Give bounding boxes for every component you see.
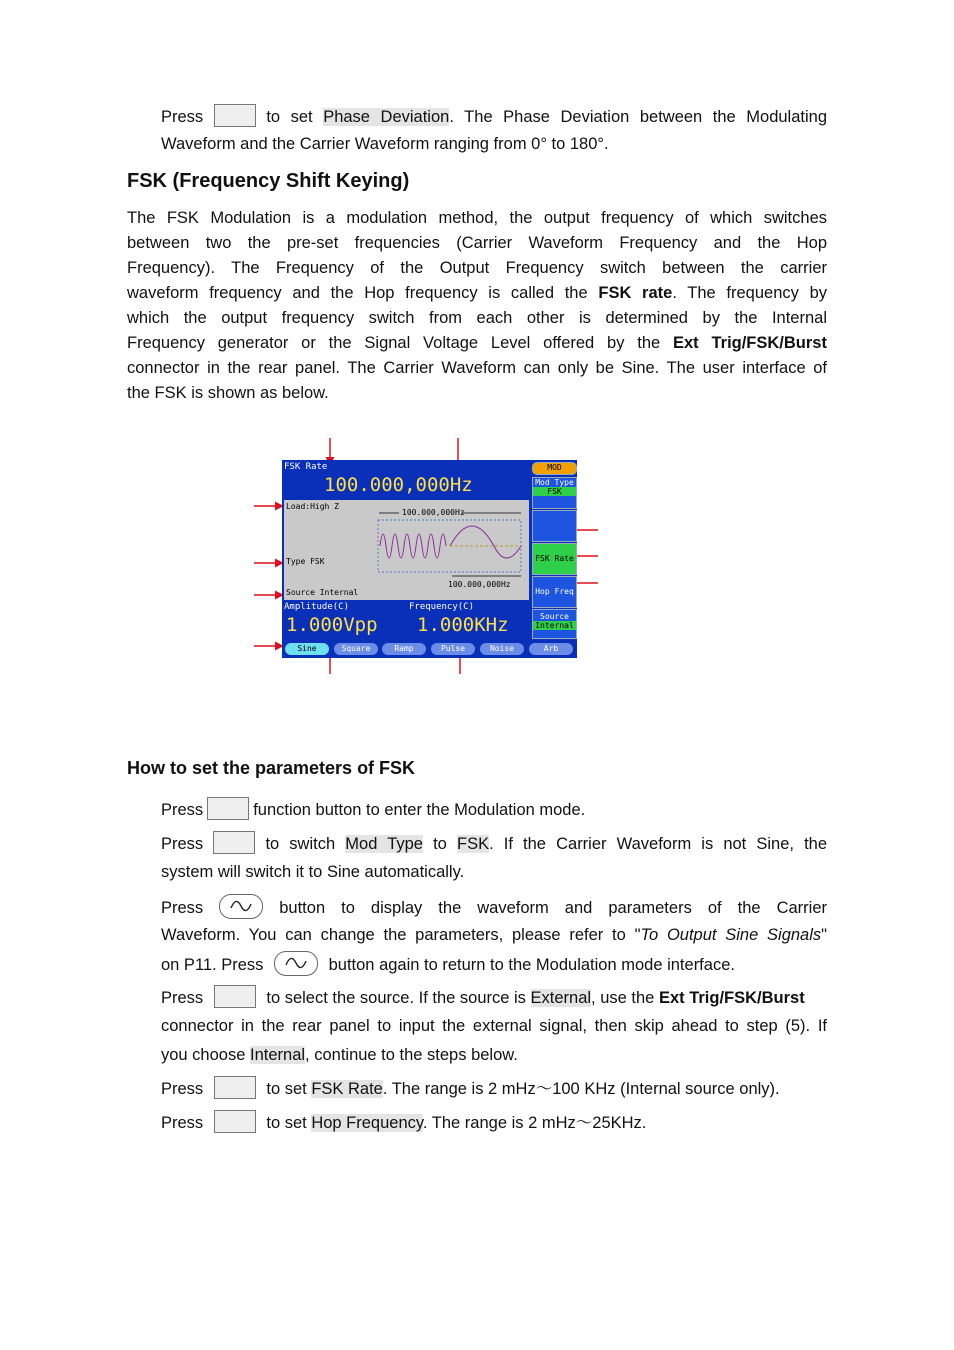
step-6: Press to set Hop Frequency. The range is 2 mHz～25KHz. (161, 1110, 646, 1136)
softkey-icon (213, 831, 255, 854)
intro-line-2: Waveform and the Carrier Waveform ranging from 0° to 180°. (161, 135, 609, 153)
step-4: Press to select the source. If the source is External, use the Ext Trig/FSK/Burst (161, 985, 827, 1011)
sine-button-icon (274, 951, 318, 976)
amplitude-box (284, 602, 406, 640)
screen-value: 100.000,000Hz (324, 474, 473, 496)
step-3-line-3: on P11. Press button again to return to the Modulation mode interface. (161, 951, 735, 978)
fsk-screen (282, 460, 577, 658)
amplitude-label: Amplitude(C) (284, 602, 350, 612)
step-4-line-3: you choose Internal, continue to the steps below. (161, 1046, 518, 1064)
waveform-area (284, 500, 529, 600)
source-label: Source Internal (286, 588, 359, 597)
sine-button-icon (219, 894, 263, 919)
body-line-6: Frequency generator or the Signal Voltage Level offered by the Ext Trig/FSK/Burst (127, 334, 827, 352)
step-3-line-2: Waveform. You can change the parameters, please refer to "To Output Sine Signals" (161, 926, 827, 944)
tab-pulse[interactable]: Pulse (431, 643, 475, 655)
type-label: Type FSK (286, 557, 325, 566)
step-4-line-2: connector in the rear panel to input the external signal, then skip ahead to step (5). If (161, 1017, 827, 1035)
load-label: Load:High Z (286, 502, 339, 511)
tab-noise[interactable]: Noise (480, 643, 524, 655)
freq-bottom-label: 100.000,000Hz (448, 580, 511, 589)
softkey-mod-type[interactable]: Mod Type FSK (532, 477, 577, 509)
body-line-1: The FSK Modulation is a modulation method, the output frequency of which switches (127, 209, 827, 227)
body-line-5: which the output frequency switch from each other is determined by the Internal (127, 309, 827, 327)
softkey-icon (214, 1076, 256, 1099)
howto-title: How to set the parameters of FSK (127, 758, 416, 778)
amplitude-value: 1.000Vpp (286, 614, 378, 636)
softkey-source[interactable]: Source Internal (532, 609, 577, 639)
body-line-2: between two the pre-set frequencies (Carrier Waveform Frequency and the Hop (127, 234, 827, 252)
tab-sine[interactable]: Sine (285, 643, 329, 655)
softkey-icon (214, 985, 256, 1008)
softkey-icon (214, 104, 256, 127)
frequency-label: Frequency(C) (409, 602, 475, 612)
step-3: Press button to display the waveform and parameters of the Carrier (161, 894, 827, 921)
section-title: FSK (Frequency Shift Keying) (127, 170, 410, 192)
mod-key-icon (207, 797, 249, 820)
frequency-box (409, 602, 529, 640)
softkey-hop-freq[interactable]: Hop Freq (532, 576, 577, 608)
softkey-empty-1[interactable] (532, 510, 577, 542)
fsk-waveform (284, 500, 529, 600)
tab-arb[interactable]: Arb (529, 643, 573, 655)
freq-top-label: 100.000,000Hz (402, 508, 465, 517)
body-line-7: connector in the rear panel. The Carrier Waveform can only be Sine. The user interface of (127, 359, 827, 377)
screen-title: FSK Rate (284, 462, 328, 472)
step-2: Press to switch Mod Type to FSK. If the Carrier Waveform is not Sine, the (161, 831, 827, 857)
step-2-line-2: system will switch it to Sine automatically. (161, 863, 465, 881)
body-line-8: the FSK is shown as below. (127, 384, 329, 402)
tab-ramp[interactable]: Ramp (382, 643, 426, 655)
step-5: Press to set FSK Rate. The range is 2 mHz～100 KHz (Internal source only). (161, 1076, 780, 1102)
intro-line-1: Press to set Phase Deviation. The Phase Deviation between the Modulating (161, 104, 827, 130)
softkey-mod[interactable]: MOD (532, 462, 577, 475)
frequency-value: 1.000KHz (417, 614, 509, 636)
softkey-icon (214, 1110, 256, 1133)
tab-square[interactable]: Square (334, 643, 378, 655)
body-line-4: waveform frequency and the Hop frequency is called the FSK rate. The frequency by (127, 284, 828, 302)
body-line-3: Frequency). The Frequency of the Output Frequency switch between the carrier (127, 259, 827, 277)
step-1: Press function button to enter the Modulation mode. (161, 797, 585, 823)
softkey-fsk-rate[interactable]: FSK Rate (532, 543, 577, 575)
